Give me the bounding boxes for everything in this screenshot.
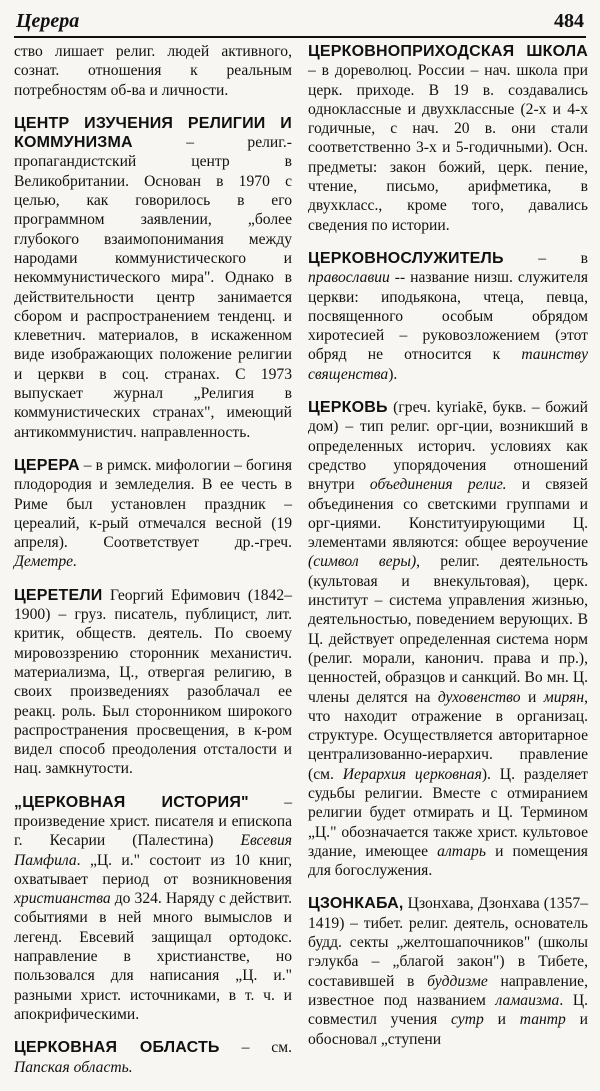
entry-body: – в дореволюц. России – нач. школа при церк. приходе. В 19 в. создавались одноклассные и двухклассные (2-х и 4-х годичные, с нач. 20 в. они стали соответственно 3-х и 5-годичными). Осн. предметы: закон божий, церк. пение, чтение, письмо, арифметика, в двухкласс., кроме того, давались сведения по истории. [308,62,588,234]
cross-reference: христианства [14,890,111,908]
entry-church-region [14,1038,292,1077]
running-head: Церера [16,10,80,32]
entry-tsongkhapa [308,894,588,1048]
entry-body: ). Ц. разделяет судьбы религии. Вместе с отмиранием религии будет отмирать и Ц. Термином „Ц." обозначается также христ. культовое здание, имеющее [308,765,588,860]
entry-body: Георгий Ефимович (1842–1900) – груз. писатель, публицист, лит. критик, обществ. деятель. По своему мировоззрению сторонник механистич. материализма, Ц., отвергая религию, в своих произведениях разоблачал ее реакц. роль. Был сторонником широкого распространения просвещения, в к-ром видел способ преодоления отсталости и нац. замкнутости. [14,586,292,778]
entry-body: ). [388,365,398,383]
headword: ЦЕРКОВНОСЛУЖИТЕЛЬ [308,249,504,267]
headword: „ЦЕРКОВНАЯ ИСТОРИЯ" [14,793,249,811]
entry-body: и обосновал „ступени [308,1011,588,1048]
headword: ЦЕРКОВНАЯ ОБЛАСТЬ [14,1039,220,1057]
entry-body: и [520,688,544,706]
entry-body: до 324. Наряду с действит. событиями в ней много вымыслов и легенд. Евсевий защищал ортодокс. направление в христианстве, но пользовался для написания „Ц. и." разными христ. источниками, в т. ч. и апокрифическими. [14,890,292,1023]
headword: ЦЕРЕРА [14,456,80,474]
cross-reference: таинству священства [308,346,588,383]
entry-centre [14,114,292,442]
cross-reference: сутр [450,1011,484,1029]
entry-body: , что находит отражение в организац. структуре. Осуществляется авторитарное централизованно-иерархич. правление (см. [308,688,588,783]
entry-church-history [14,793,292,1025]
entry-ceres [14,456,292,572]
headword: ЦЕРЕТЕЛИ [14,586,103,604]
headword: ЦЗОНКАБА, [308,895,404,913]
entry-church-server [308,249,588,384]
headword: ЦЕРКОВЬ [308,399,388,417]
entry-body: и связей объединения со светскими группами и орг-циями. Конституирующими Ц. элементами являются: общее вероучение [308,476,588,552]
cross-reference: (символ веры) [308,553,417,571]
cross-reference: духовенство [437,688,521,706]
entry-body: – см. [219,1039,292,1057]
entry-continuation [14,42,292,100]
cross-reference: тантр [519,1011,566,1029]
cross-reference: мирян [543,688,585,706]
right-column [308,42,588,1063]
cross-reference: ламаизма [495,991,560,1009]
cross-reference: православии [308,269,390,287]
entry-body: и помещения для богослужения. [308,842,588,880]
headword: ЦЕНТР ИЗУЧЕНИЯ РЕЛИГИИ И КОММУНИЗМА [14,114,292,152]
entry-body: – религ.-пропагандистский центр в Великобритании. Основан в 1970 с целью, как говорилось в его программном заявлении, „более глубокого взаимопонимания между народами коммунистического и некоммунистического мира". Однако в действительности центр занимается сбором и распространением тенденц. и клеветнич. материалов, в искаженном виде изображающих положение религии и церкви в соц. странах. С 1973 выпускает журнал „Религия в коммунистических странах", имеющий антикоммунистич. направленность. [14,134,292,441]
entry-body: – в римск. мифологии – богиня плодородия и земледелия. В ее честь в Риме был установлен праздник – цереалий, к-рый отмечался весной (19 апреля). Соответствует др.-греч. [14,456,292,552]
cross-reference: Деметре. [14,553,77,571]
entry-body: Цзонхава, Дзонхава (1357–1419) – тибет. религ. деятель, основатель будд. секты „желтошапочников" (школы гэлукба – „благой закон") в Тибете, составившей в [308,895,588,990]
entry-parish-school [308,42,588,235]
cross-reference: буддизме [427,972,488,990]
cross-reference: Иерархия церковная [342,765,482,783]
entry-body: (греч. kyriakē, букв. – божий дом) – тип религ. орг-ции, возникший в определенных историч. условиях как средство упорядочения отношений внутри [308,399,588,494]
page-header [14,8,586,38]
left-column [14,42,292,1091]
headword: ЦЕРКОВНОПРИХОДСКАЯ ШКОЛА [308,43,588,60]
cross-reference: Евсевия Памфила [14,832,292,869]
cross-reference: объединения религ. [369,476,507,494]
entry-tsereteli [14,586,292,779]
entry-body: . Ц. совместил учения [308,991,588,1029]
entry-body: , религ. деятельность (культовая и внекультовая), церк. институт – система управления жизнью, деятельностью, поведением верующих. В Ц. действует определенная система норм (религ. морали, канонич. права и пр.), ценностей, образцов и санкций. Во мн. Ц. члены делятся на [308,553,588,706]
continuation-text: ство лишает религ. людей активного, сознат. отношения к реальным потребностям об-ва и личности. [14,43,292,99]
cross-reference: алтарь [437,842,486,860]
entry-body: -- название низш. служителя церкви: иподьякона, чтеца, певца, посвященного особым обрядом хиротесией – руковозложением (этот обряд не относится к [308,269,588,364]
entry-body: и [483,1011,520,1029]
entry-church [308,398,588,880]
entry-body: – произведение христ. писателя и епископа г. Кесарии (Палестина) [14,793,292,850]
page-number: 484 [554,10,584,32]
entry-body: направление, известное под названием [308,972,588,1009]
cross-reference: Папская область. [14,1058,133,1076]
entry-body: . „Ц. и." состоит из 10 книг, охватывает период от возникновения [14,851,292,888]
entry-body: – в [503,249,588,267]
